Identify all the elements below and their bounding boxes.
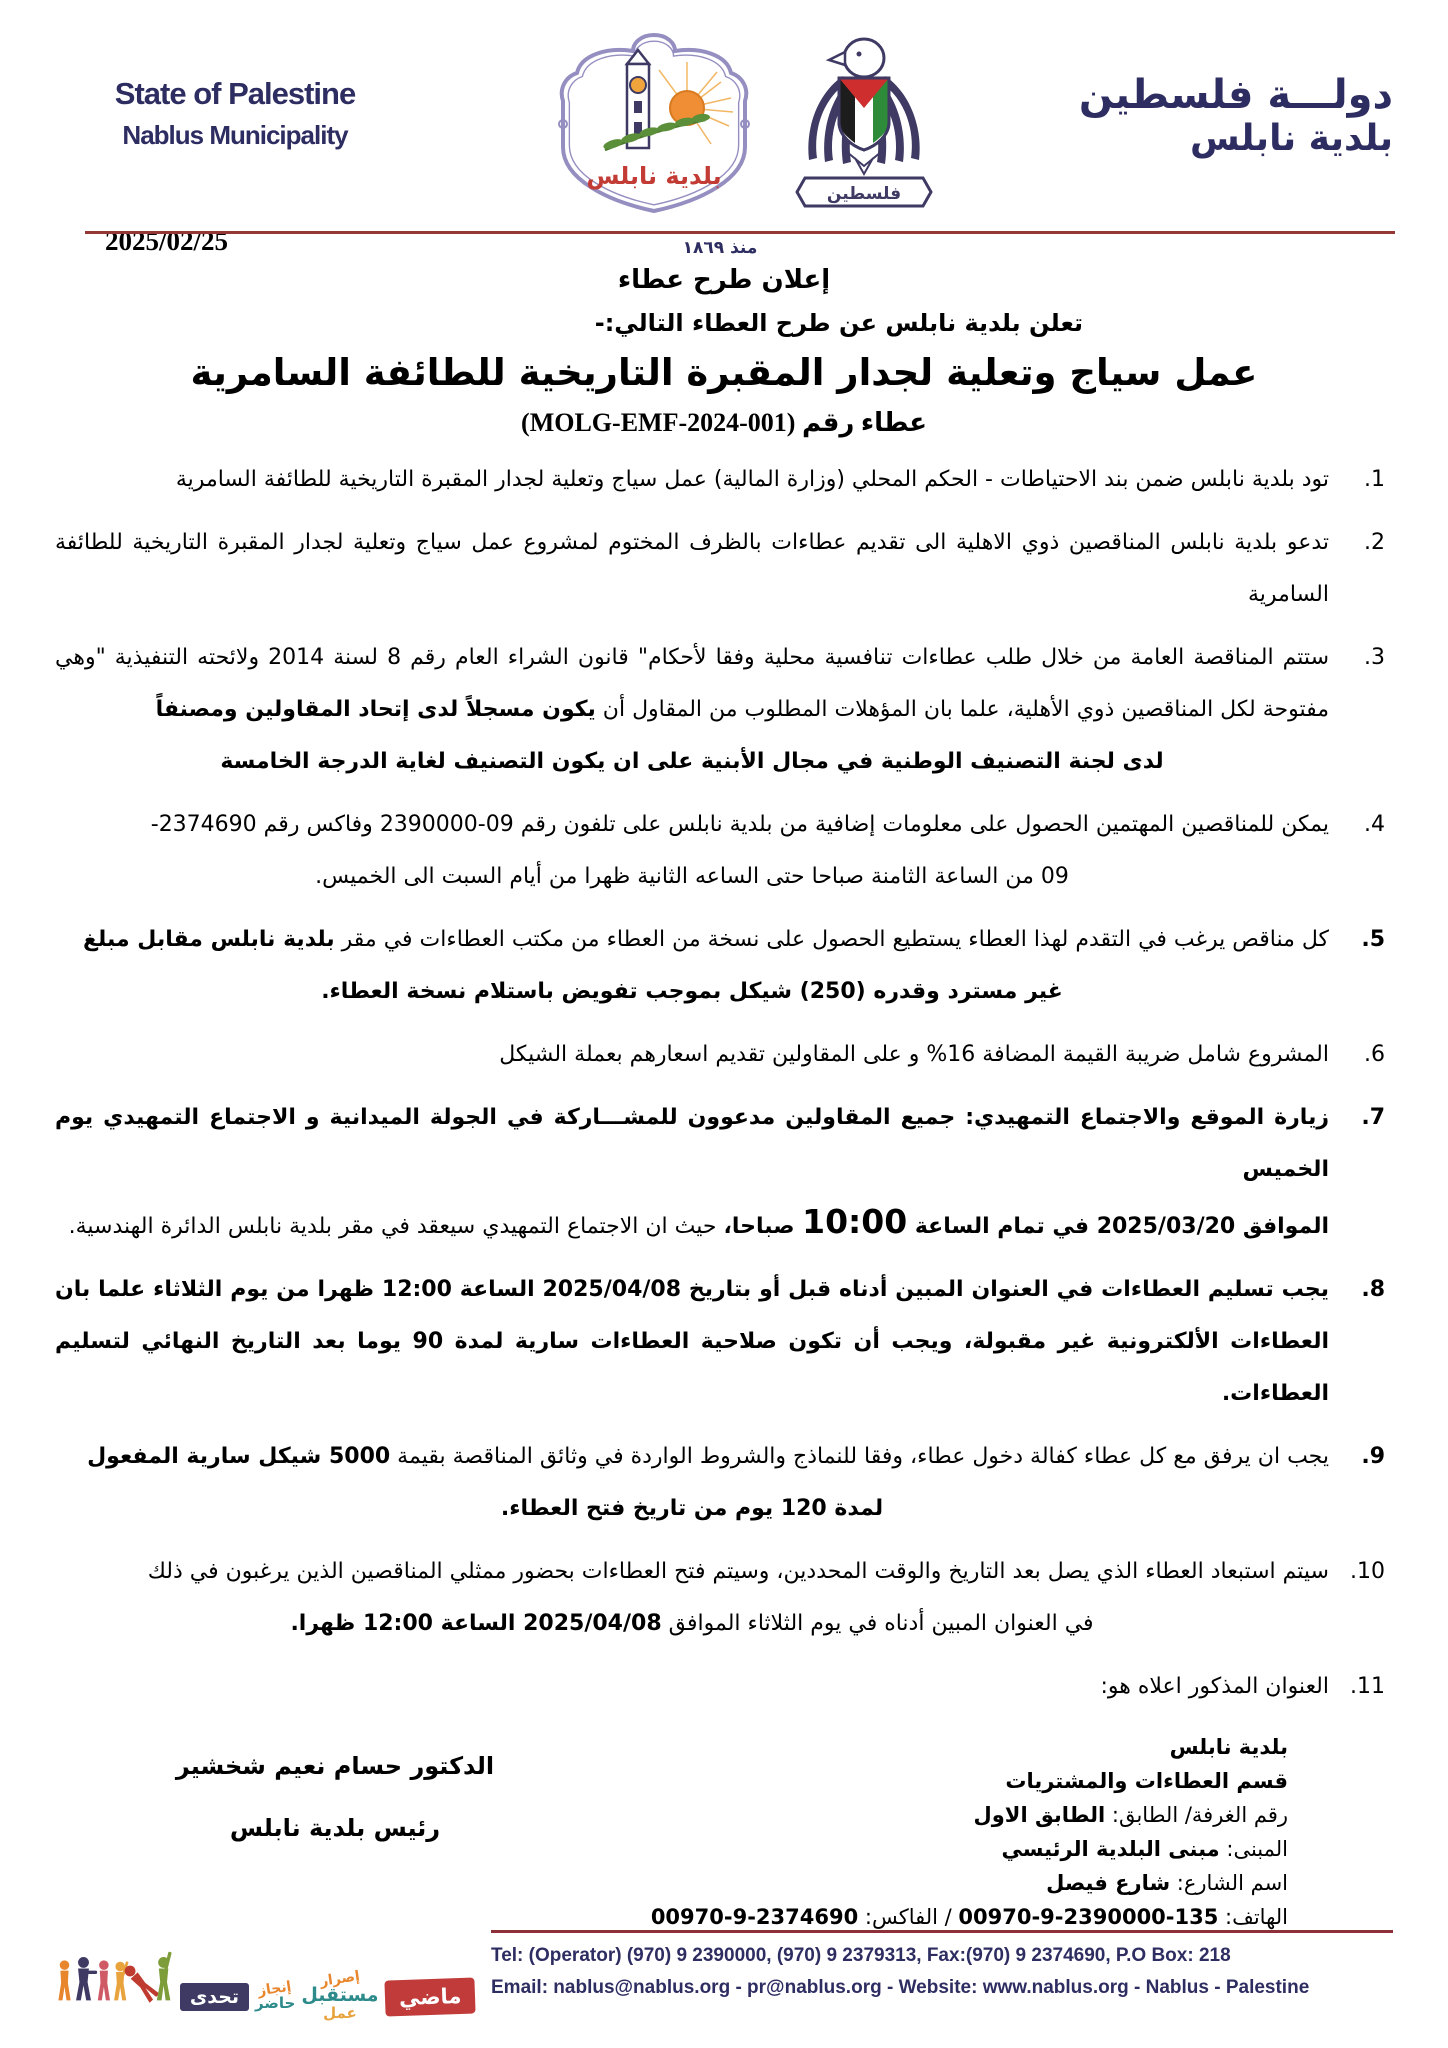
tender-number: عطاء رقم (MOLG-EMF-2024-001) [521,408,927,437]
arabic-letterhead [1073,72,1393,159]
tender-item-6 [55,1029,1393,1081]
footer-tel-line: Tel: (Operator) (970) 9 2390000, (970) 9 2379313, Fax:(970) 9 2374690, P.O Box: 218 [491,1945,1231,1966]
letterhead [0,0,1448,204]
item-number: 9. [1361,1444,1385,1469]
eagle-banner-label: فلسطين [826,184,902,204]
item-line: زيارة الموقع والاجتماع التمهيدي: جميع المقاولين مدعوون للمشـــاركة في الجولة الميدانية و الاجتماع التمهيدي يوم الخميس [55,1105,1329,1182]
arabic-municipality-title: بلدية نابلس [1189,118,1393,159]
tender-item-3 [55,632,1393,788]
footer-contact [491,1930,1393,1999]
item-line: لدى لجنة التصنيف الوطنية في مجال الأبنية على ان يكون التصنيف لغاية الدرجة الخامسة [220,749,1164,774]
item-number: 5. [1361,927,1385,952]
address-department: قسم العطاءات والمشتريات [1005,1769,1288,1794]
address-building: المبنى: مبنى البلدية الرئيسي [1001,1837,1288,1862]
item-line: تدعو بلدية نابلس المناقصين ذوي الاهلية الى تقديم عطاءات بالظرف المختوم لمشروع عمل سياج وتعلية لجدار المقبرة التاريخية للطائفة السامرية [55,530,1329,607]
header-divider-line [85,231,1395,234]
item-number: 7. [1361,1105,1385,1130]
word-mustaqbal: مستقبل [301,1984,379,2007]
signature-block [150,1752,520,1842]
nablus-municipality-title: Nablus Municipality [122,120,348,150]
municipality-values-logo [55,1930,475,2022]
tender-item-8 [55,1264,1393,1420]
tender-item-2 [55,517,1393,621]
item-number: 3. [1364,645,1385,670]
tender-item-5 [55,914,1393,1018]
item-line: يجب ان يرفق مع كل عطاء كفالة دخول عطاء، وفقا للنماذج والشروط الواردة في وثائق المناقصة بقيمة 5000 شيكل سارية المفعول [87,1444,1329,1469]
item-line: كل مناقص يرغب في التقدم لهذا العطاء يستطيع الحصول على نسخة من العطاء من مكتب العطاءات في مقر بلدية نابلس مقابل مبلغ [83,927,1329,952]
emblem-arabic-label: بلدية نابلس [586,162,722,190]
address-phone-fax: الهاتف: 00970-9-2390000-135 / الفاكس: 00970-9-2374690 [650,1905,1288,1930]
emblems [415,28,1073,224]
item-line: يجب تسليم العطاءات في العنوان المبين أدناه قبل أو بتاريخ 2025/04/08 الساعة 12:00 ظهرا من يوم الثلاثاء علما بان العطاءات الألكترونية غير مقبولة، ويجب أن تكون صلاحية العطاءات سارية لمدة 90 يوما بعد التاريخ النهائي لتسليم العطاءات. [55,1277,1329,1406]
word-tahada: تحدى [180,1983,249,2011]
tender-item-10 [55,1546,1393,1650]
item-line: المشروع شامل ضريبة القيمة المضافة 16% و على المقاولين تقديم اسعارهم بعملة الشيكل [499,1042,1329,1067]
item-number: 1. [1364,467,1385,492]
address-street: اسم الشارع: شارع فيصل [1046,1871,1288,1896]
tender-item-11 [55,1661,1393,1713]
item-line: سيتم استبعاد العطاء الذي يصل بعد التاريخ والوقت المحددين، وسيتم فتح العطاءات بحضور ممثلي المناقصين الذين يرغبون في ذلك [147,1559,1329,1584]
mayor-name: الدكتور حسام نعيم شخشير [175,1752,495,1780]
item-number: 2. [1364,530,1385,555]
item-number: 10. [1350,1559,1385,1584]
values-wordmark [180,1967,475,2023]
item-line: غير مسترد وقدره (250) شيكل بموجب تفويض باستلام نسخة العطاء. [321,979,1063,1004]
item-line: ستتم المناقصة العامة من خلال طلب عطاءات تنافسية محلية وفقا لأحكام" قانون الشراء العام رقم 8 لسنة 2014 ولائحته التنفيذية "وهي مفتوحة لكل المناقصين ذوي الأهلية، علما بان المؤهلات المطلوب من المقاول أن يكون مسجلاً لدى إتحاد المقاولين ومصنفاً [55,645,1329,722]
tender-item-1 [55,454,1393,506]
item-line: لمدة 120 يوم من تاريخ فتح العطاء. [500,1496,884,1521]
footer-email-line: Email: nablus@nablus.org - pr@nablus.org - Website: www.nablus.org - Nablus - Palestine [491,1977,1310,1998]
word-injaz: إنجاز [257,1978,293,1999]
item-number: 8. [1361,1277,1385,1302]
tender-item-4 [55,799,1393,903]
address-signature-section [0,1724,1448,1962]
address-floor: رقم الغرفة/ الطابق: الطابق الاول [973,1803,1288,1828]
intro-line: تعلن بلدية نابلس عن طرح العطاء التالي:- [594,309,1083,337]
announcement-heading: إعلان طرح عطاء [617,265,831,295]
word-israr: إصرار [319,1967,361,1990]
tender-title: عمل سياج وتعلية لجدار المقبرة التاريخية للطائفة السامرية [190,351,1258,394]
item-number: 4. [1364,812,1385,837]
mayor-title: رئيس بلدية نابلس [229,1814,441,1842]
people-figures-icon [55,1930,176,2022]
item-line: 09 من الساعة الثامنة صباحا حتى الساعه الثانية ظهرا من أيام السبت الى الخميس. [315,864,1069,889]
item-line: العنوان المذكور اعلاه هو: [1100,1674,1329,1699]
address-municipality: بلدية نابلس [1169,1735,1288,1759]
arabic-state-title: دولـــة فلسطين [1078,72,1393,118]
word-madi: ماضي [384,1977,476,2016]
item-line: في العنوان المبين أدناه في يوم الثلاثاء الموافق 2025/04/08 الساعة 12:00 ظهرا. [290,1611,1094,1636]
item-line: تود بلدية نابلس ضمن بند الاحتياطات - الحكم المحلي (وزارة المالية) عمل سياج وتعلية لجدار المقبرة التاريخية للطائفة السامرية [175,467,1329,492]
item-line: الموافق 2025/03/20 في تمام الساعة 10:00 صباحا، حيث ان الاجتماع التمهيدي سيعقد في مقر بلدية نابلس الدائرة الهندسية. [68,1202,1329,1241]
palestine-eagle-emblem-icon [775,34,953,224]
footer [55,1930,1393,2022]
document-date: 2025/02/25 [105,226,229,256]
word-hader: حاضر [255,1994,296,2013]
since-1869-label: منذ ١٨٦٩ [682,238,758,258]
english-letterhead [55,76,415,151]
tender-list [0,438,1448,1713]
nablus-municipality-emblem-icon [535,28,773,224]
item-number: 11. [1350,1674,1385,1699]
item-line: يمكن للمناقصين المهتمين الحصول على معلومات إضافية من بلدية نابلس على تلفون رقم 09-2390000 وفاكس رقم -2374690 [150,812,1329,837]
tender-item-9 [55,1431,1393,1535]
tender-item-7 [55,1092,1393,1253]
item-number: 6. [1364,1042,1385,1067]
word-amal: عمل [323,2004,357,2023]
state-of-palestine-title: State of Palestine [114,76,356,111]
